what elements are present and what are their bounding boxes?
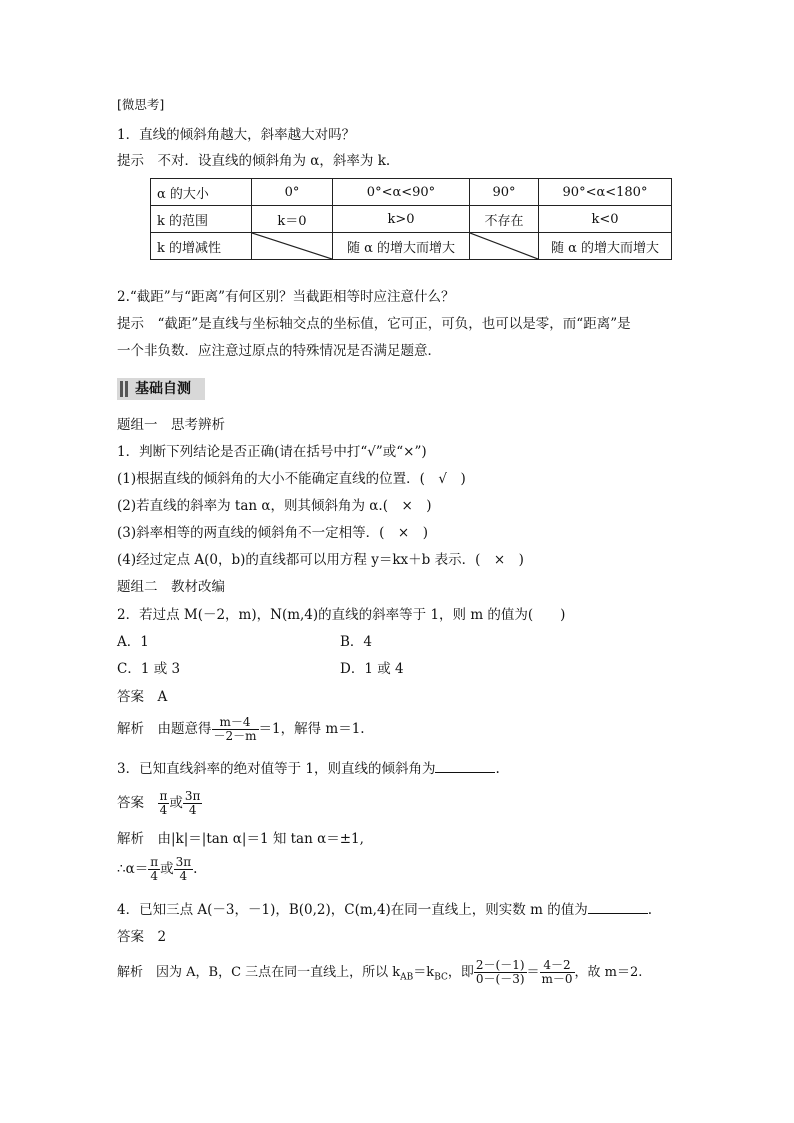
or-word: 或: [169, 795, 183, 811]
question-4: [117, 900, 652, 919]
fraction-numerator: 2－(－1): [475, 958, 525, 972]
option-c: C．1 或 3: [117, 661, 181, 677]
analysis-result: ＝1，解得 m＝1.: [258, 721, 365, 737]
fraction-numerator: 3π: [184, 789, 201, 803]
table-row: [151, 206, 672, 233]
table-row: [151, 179, 672, 206]
diagonal-line: [470, 233, 538, 259]
table-cell: 0°<α<90°: [333, 179, 470, 206]
question-4-end: .: [647, 902, 652, 918]
fraction-denominator: 4: [159, 803, 168, 817]
table-cell: 不存在: [470, 206, 539, 233]
fraction-denominator: 4: [188, 803, 197, 817]
answer-blank: [588, 900, 648, 914]
analysis-result: ，故 m＝2.: [574, 965, 643, 980]
table-cell: k>0: [333, 206, 470, 233]
list-item: (2)若直线的斜率为 tan α，则其倾斜角为 α.( × ): [117, 498, 432, 514]
micro-question-1-hint: 提示 不对．设直线的倾斜角为 α，斜率为 k.: [117, 153, 391, 169]
conclusion-prefix: ∴α＝: [117, 861, 149, 877]
micro-question-1: 1．直线的倾斜角越大，斜率越大对吗？: [117, 127, 356, 143]
fraction-denominator: －2－m: [213, 729, 257, 743]
micro-question-2-hint-line-1: 提示 “截距”是直线与坐标轴交点的坐标值，它可正，可负，也可以是零，而“距离”是: [117, 316, 631, 332]
diagonal-line: [252, 233, 332, 259]
table-cell: 随 α 的增大而增大: [539, 233, 672, 260]
fraction-denominator: m－0: [541, 972, 573, 986]
subscript-ab: AB: [400, 972, 414, 983]
conclusion-end: .: [193, 861, 198, 877]
slope-table: [150, 178, 672, 260]
subscript-bc: BC: [434, 972, 448, 983]
table-cell-diagonal: [252, 233, 333, 260]
section-title: 基础自测: [135, 381, 191, 397]
fraction: [158, 790, 170, 817]
fraction: [183, 790, 203, 817]
fraction-numerator: 4－2: [540, 959, 575, 973]
analysis-mid: ，即: [447, 965, 474, 980]
option-d: D．1 或 4: [340, 661, 404, 677]
or-word: 或: [160, 861, 174, 877]
question-4-answer: 答案 2: [117, 929, 167, 945]
table-cell: 90°<α<180°: [539, 179, 672, 206]
group-1-title: 题组一 思考辨析: [117, 417, 225, 433]
list-item: (1)根据直线的倾斜角的大小不能确定直线的位置．( √ ): [117, 471, 466, 487]
fraction-numerator: 3π: [175, 855, 192, 869]
table-cell: 随 α 的增大而增大: [333, 233, 470, 260]
equals-k: ＝k: [413, 965, 435, 980]
fraction: [474, 959, 527, 986]
analysis-label: 解析 由题意得: [117, 721, 212, 737]
group-1-question: 1．判断下列结论是否正确(请在括号中打“√”或“×”): [117, 444, 427, 460]
fraction: [540, 959, 575, 986]
question-2-analysis: [117, 712, 365, 746]
group-2-title: 题组二 教材改编: [117, 579, 225, 595]
micro-question-2: 2.“截距”与“距离”有何区别？当截距相等时应注意什么？: [117, 289, 455, 305]
answer-label: 答案: [117, 795, 144, 811]
section-bars-icon: [120, 381, 130, 397]
table-cell: 90°: [470, 179, 539, 206]
list-item: (3)斜率相等的两直线的倾斜角不一定相等．( × ): [117, 525, 428, 541]
fraction-numerator: π: [159, 789, 168, 803]
question-3: [117, 759, 500, 778]
fraction: [212, 716, 259, 743]
question-3-conclusion: [117, 852, 197, 886]
option-a: A．1: [117, 634, 149, 650]
question-3-analysis: 解析 由|k|＝|tan α|＝1 知 tan α＝±1,: [117, 831, 364, 847]
micro-question-2-hint-line-2: 一个非负数．应注意过原点的特殊情况是否满足题意．: [117, 343, 441, 359]
option-b: B．4: [340, 634, 373, 650]
table-cell: k<0: [539, 206, 672, 233]
fraction: [174, 856, 194, 883]
answer-blank: [435, 759, 495, 773]
fraction-denominator: 0－(－3): [475, 972, 525, 986]
micro-heading: [微思考]: [117, 97, 165, 112]
table-cell: α 的大小: [151, 179, 252, 206]
fraction: [148, 856, 160, 883]
fraction-denominator: 4: [179, 869, 188, 883]
table-cell: 0°: [252, 179, 333, 206]
question-3-end: .: [495, 761, 500, 777]
analysis-text: 解析 因为 A，B，C 三点在同一直线上，所以 k: [117, 965, 401, 980]
table-cell: k 的增减性: [151, 233, 252, 260]
section-banner: [117, 378, 205, 400]
fraction-numerator: π: [150, 855, 159, 869]
table-row: [151, 233, 672, 260]
fraction-numerator: m－4: [212, 716, 259, 730]
question-3-answer: [117, 786, 202, 820]
question-2: 2．若过点 M(－2，m)，N(m,4)的直线的斜率等于 1，则 m 的值为( ): [117, 607, 566, 623]
table-cell: k＝0: [252, 206, 333, 233]
fraction-denominator: 4: [150, 869, 158, 883]
equals-sign: ＝: [526, 965, 540, 980]
question-4-text: 4．已知三点 A(－3，－1)，B(0,2)，C(m,4)在同一直线上，则实数 m 的值为: [117, 902, 588, 918]
list-item: (4)经过定点 A(0，b)的直线都可以用方程 y＝kx＋b 表示．( × ): [117, 552, 524, 568]
question-3-text: 3．已知直线斜率的绝对值等于 1，则直线的倾斜角为: [117, 761, 436, 777]
table-cell-diagonal: [470, 233, 539, 260]
question-2-answer: 答案 A: [117, 689, 168, 705]
question-4-analysis: [117, 956, 642, 995]
table-cell: k 的范围: [151, 206, 252, 233]
